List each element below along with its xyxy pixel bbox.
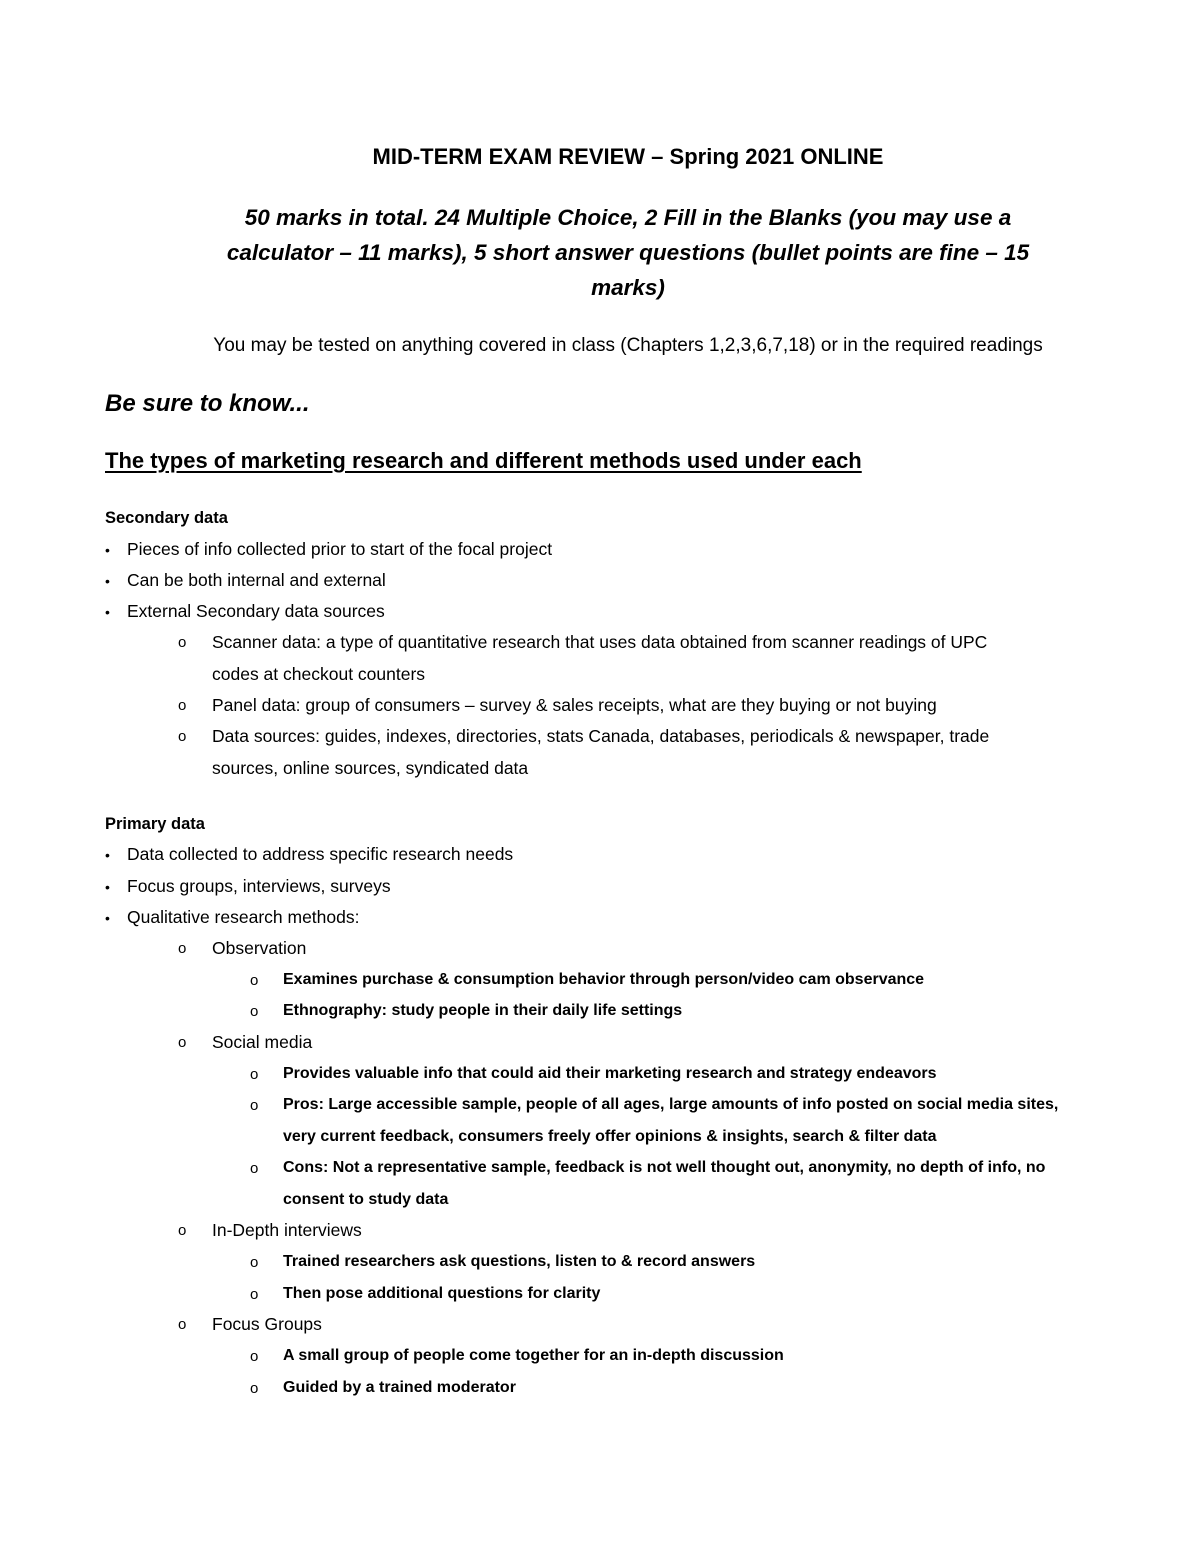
list-item: Ethnography: study people in their daily life settings — [283, 1002, 683, 1019]
circle-marker: o — [250, 1097, 259, 1114]
list-item-continuation: sources, online sources, syndicated data — [212, 758, 529, 778]
list-item: Focus groups, interviews, surveys — [127, 876, 391, 896]
exam-format-subtitle — [160, 200, 1096, 305]
list-item: Provides valuable info that could aid their marketing research and strategy endeavors — [283, 1065, 937, 1082]
circle-marker: o — [250, 1003, 259, 1020]
list-item-continuation: consent to study data — [283, 1191, 449, 1208]
bullet-marker: • — [105, 573, 110, 589]
list-item: Scanner data: a type of quantitative research that uses data obtained from scanner readings of UPC — [212, 632, 988, 652]
circle-marker: o — [178, 634, 187, 651]
list-item: Can be both internal and external — [127, 570, 386, 590]
circle-marker: o — [250, 1286, 259, 1303]
circle-marker: o — [250, 1066, 259, 1083]
list-item: Social media — [212, 1032, 313, 1052]
list-item: Qualitative research methods: — [127, 907, 360, 927]
circle-marker: o — [178, 728, 187, 745]
circle-marker: o — [178, 1316, 187, 1333]
list-item: In-Depth interviews — [212, 1220, 362, 1240]
list-item: Observation — [212, 938, 307, 958]
list-item: Pros: Large accessible sample, people of all ages, large amounts of info posted on social media sites, — [283, 1096, 1059, 1113]
circle-marker: o — [250, 1348, 259, 1365]
circle-marker: o — [250, 1160, 259, 1177]
bullet-marker: • — [105, 542, 110, 558]
document-title: MID-TERM EXAM REVIEW – Spring 2021 ONLINE — [372, 144, 884, 169]
list-item: Focus Groups — [212, 1314, 322, 1334]
list-item: A small group of people come together for an in-depth discussion — [283, 1347, 784, 1364]
bullet-marker: • — [105, 847, 110, 863]
circle-marker: o — [250, 1380, 259, 1397]
section-heading: The types of marketing research and different methods used under each — [105, 448, 862, 473]
circle-marker: o — [178, 697, 187, 714]
list-item: Data collected to address specific research needs — [127, 844, 514, 864]
list-item: Then pose additional questions for clarity — [283, 1285, 601, 1302]
secondary-data-heading: Secondary data — [105, 509, 228, 527]
circle-marker: o — [250, 1254, 259, 1271]
circle-marker: o — [250, 972, 259, 989]
subtitle-line: marks) — [591, 275, 665, 300]
list-item: Pieces of info collected prior to start of the focal project — [127, 539, 553, 559]
bullet-marker: • — [105, 910, 110, 926]
list-item: Examines purchase & consumption behavior through person/video cam observance — [283, 971, 925, 988]
circle-marker: o — [178, 1222, 187, 1239]
list-item: Guided by a trained moderator — [283, 1379, 516, 1396]
list-item: Data sources: guides, indexes, directories, stats Canada, databases, periodicals & newspaper, trade — [212, 726, 990, 746]
bullet-marker: • — [105, 879, 110, 895]
scope-statement: You may be tested on anything covered in class (Chapters 1,2,3,6,7,18) or in the required readings — [213, 335, 1043, 356]
list-item-continuation: very current feedback, consumers freely offer opinions & insights, search & filter data — [283, 1128, 937, 1145]
list-item: Trained researchers ask questions, listen to & record answers — [283, 1253, 756, 1270]
circle-marker: o — [178, 940, 187, 957]
list-item: Cons: Not a representative sample, feedback is not well thought out, anonymity, no depth of info, no — [283, 1159, 1046, 1176]
list-item: External Secondary data sources — [127, 601, 385, 621]
circle-marker: o — [178, 1034, 187, 1051]
subtitle-line: calculator – 11 marks), 5 short answer questions (bullet points are fine – 15 — [226, 240, 1030, 265]
bullet-marker: • — [105, 604, 110, 620]
be-sure-heading: Be sure to know... — [105, 390, 310, 417]
subtitle-line: 50 marks in total. 24 Multiple Choice, 2 Fill in the Blanks (you may use a — [244, 205, 1012, 230]
list-item: Panel data: group of consumers – survey & sales receipts, what are they buying or not buying — [212, 695, 937, 715]
primary-data-heading: Primary data — [105, 815, 205, 833]
list-item-continuation: codes at checkout counters — [212, 664, 426, 684]
